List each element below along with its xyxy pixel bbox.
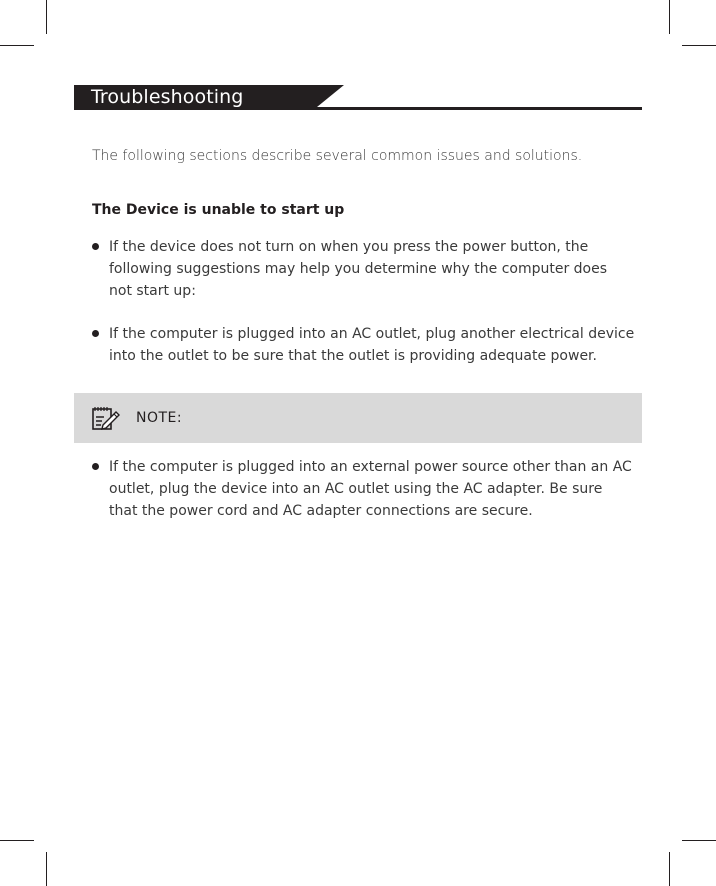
crop-mark-bottom-right-vertical xyxy=(669,852,670,886)
intro-paragraph: The following sections describe several common issues and solutions. xyxy=(92,148,583,164)
note-pencil-icon xyxy=(91,405,121,431)
crop-mark-bottom-right-horizontal xyxy=(682,840,716,841)
crop-mark-top-right-horizontal xyxy=(682,45,716,46)
bullet-line: If the device does not turn on when you press the power button, the xyxy=(109,239,589,255)
crop-mark-top-left-vertical xyxy=(46,0,47,34)
crop-mark-top-right-vertical xyxy=(669,0,670,34)
bullet-line: not start up: xyxy=(109,283,196,299)
bullet-line: outlet, plug the device into an AC outlet using the AC adapter. Be sure xyxy=(109,481,603,497)
bullet-dot-icon xyxy=(92,463,99,470)
bullet-text xyxy=(109,236,654,302)
crop-mark-bottom-left-vertical xyxy=(46,852,47,886)
note-box xyxy=(74,393,642,443)
section-title: Troubleshooting xyxy=(91,86,244,108)
section-header xyxy=(74,85,642,111)
crop-mark-top-left-horizontal xyxy=(0,45,34,46)
bullet-text xyxy=(109,456,654,522)
bullet-line: following suggestions may help you determine why the computer does xyxy=(109,261,608,277)
bullet-line: that the power cord and AC adapter connections are secure. xyxy=(109,503,533,519)
bullet-dot-icon xyxy=(92,243,99,250)
bullet-line: If the computer is plugged into an AC outlet, plug another electrical device xyxy=(109,326,635,342)
bullet-dot-icon xyxy=(92,330,99,337)
bullet-line: into the outlet to be sure that the outlet is providing adequate power. xyxy=(109,348,597,364)
bullet-text xyxy=(109,323,654,367)
note-label: NOTE: xyxy=(136,410,183,426)
crop-mark-bottom-left-horizontal xyxy=(0,840,34,841)
subsection-heading: The Device is unable to start up xyxy=(92,202,345,218)
bullet-line: If the computer is plugged into an external power source other than an AC xyxy=(109,459,632,475)
